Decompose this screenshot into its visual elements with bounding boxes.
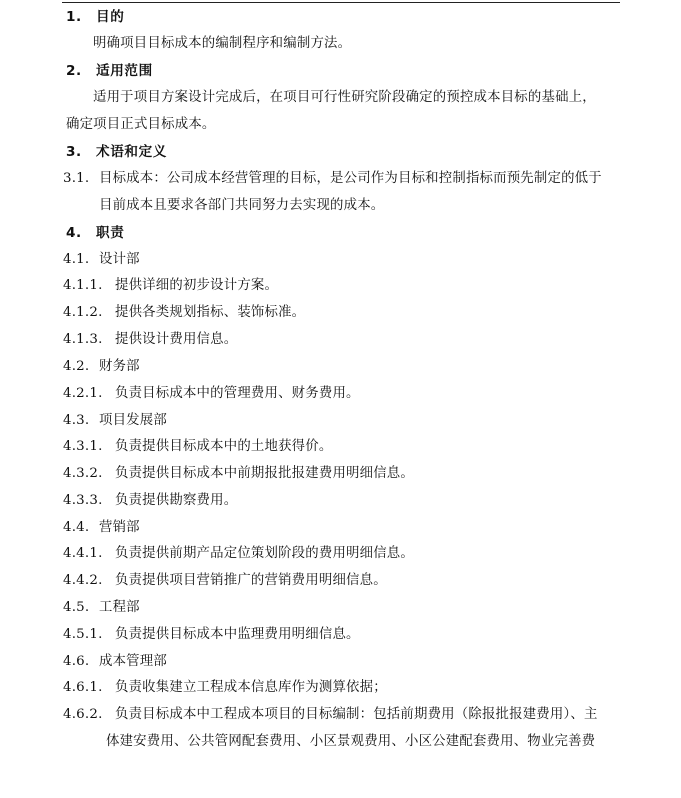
heading-4: 4. 职责	[66, 225, 125, 241]
clause-4-1-3: 4.1.3. 提供设计费用信息。	[63, 332, 238, 347]
clause-4-1-2: 4.1.2. 提供各类规划指标、装饰标准。	[63, 305, 306, 320]
heading-1: 1. 目的	[66, 9, 125, 25]
paragraph: 明确项目目标成本的编制程序和编制方法。	[93, 36, 352, 51]
clause-4-6-1: 4.6.1. 负责收集建立工程成本信息库作为测算依据；	[63, 680, 387, 695]
clause-4-6-2: 4.6.2. 负责目标成本中工程成本项目的目标编制：包括前期费用（除报批报建费用）、主	[63, 707, 598, 722]
clause-4-4-2: 4.4.2. 负责提供项目营销推广的营销费用明细信息。	[63, 573, 387, 588]
clause-4-3: 4.3. 项目发展部	[63, 413, 167, 428]
clause-4-1: 4.1. 设计部	[63, 252, 140, 267]
paragraph: 适用于项目方案设计完成后，在项目可行性研究阶段确定的预控成本目标的基础上，	[93, 90, 596, 105]
clause-4-5-1: 4.5.1. 负责提供目标成本中监理费用明细信息。	[63, 627, 360, 642]
heading-2: 2. 适用范围	[66, 63, 153, 79]
heading-3: 3. 术语和定义	[66, 144, 167, 160]
clause-continuation: 体建安费用、公共管网配套费用、小区景观费用、小区公建配套费用、物业完善费	[106, 734, 596, 749]
clause-4-1-1: 4.1.1. 提供详细的初步设计方案。	[63, 278, 279, 293]
clause-3-1: 3.1. 目标成本：公司成本经营管理的目标，是公司作为目标和控制指标而预先制定的低于	[63, 171, 602, 186]
clause-4-4: 4.4. 营销部	[63, 520, 140, 535]
clause-4-5: 4.5. 工程部	[63, 600, 140, 615]
clause-continuation: 目前成本且要求各部门共同努力去实现的成本。	[99, 198, 385, 213]
clause-4-3-2: 4.3.2. 负责提供目标成本中前期报批报建费用明细信息。	[63, 466, 414, 481]
clause-4-2: 4.2. 财务部	[63, 359, 140, 374]
clause-4-3-1: 4.3.1. 负责提供目标成本中的土地获得价。	[63, 439, 333, 454]
clause-4-2-1: 4.2.1. 负责目标成本中的管理费用、财务费用。	[63, 386, 360, 401]
paragraph: 确定项目正式目标成本。	[66, 117, 216, 132]
clause-4-4-1: 4.4.1. 负责提供前期产品定位策划阶段的费用明细信息。	[63, 546, 414, 561]
clause-4-3-3: 4.3.3. 负责提供勘察费用。	[63, 493, 238, 508]
clause-4-6: 4.6. 成本管理部	[63, 654, 167, 669]
